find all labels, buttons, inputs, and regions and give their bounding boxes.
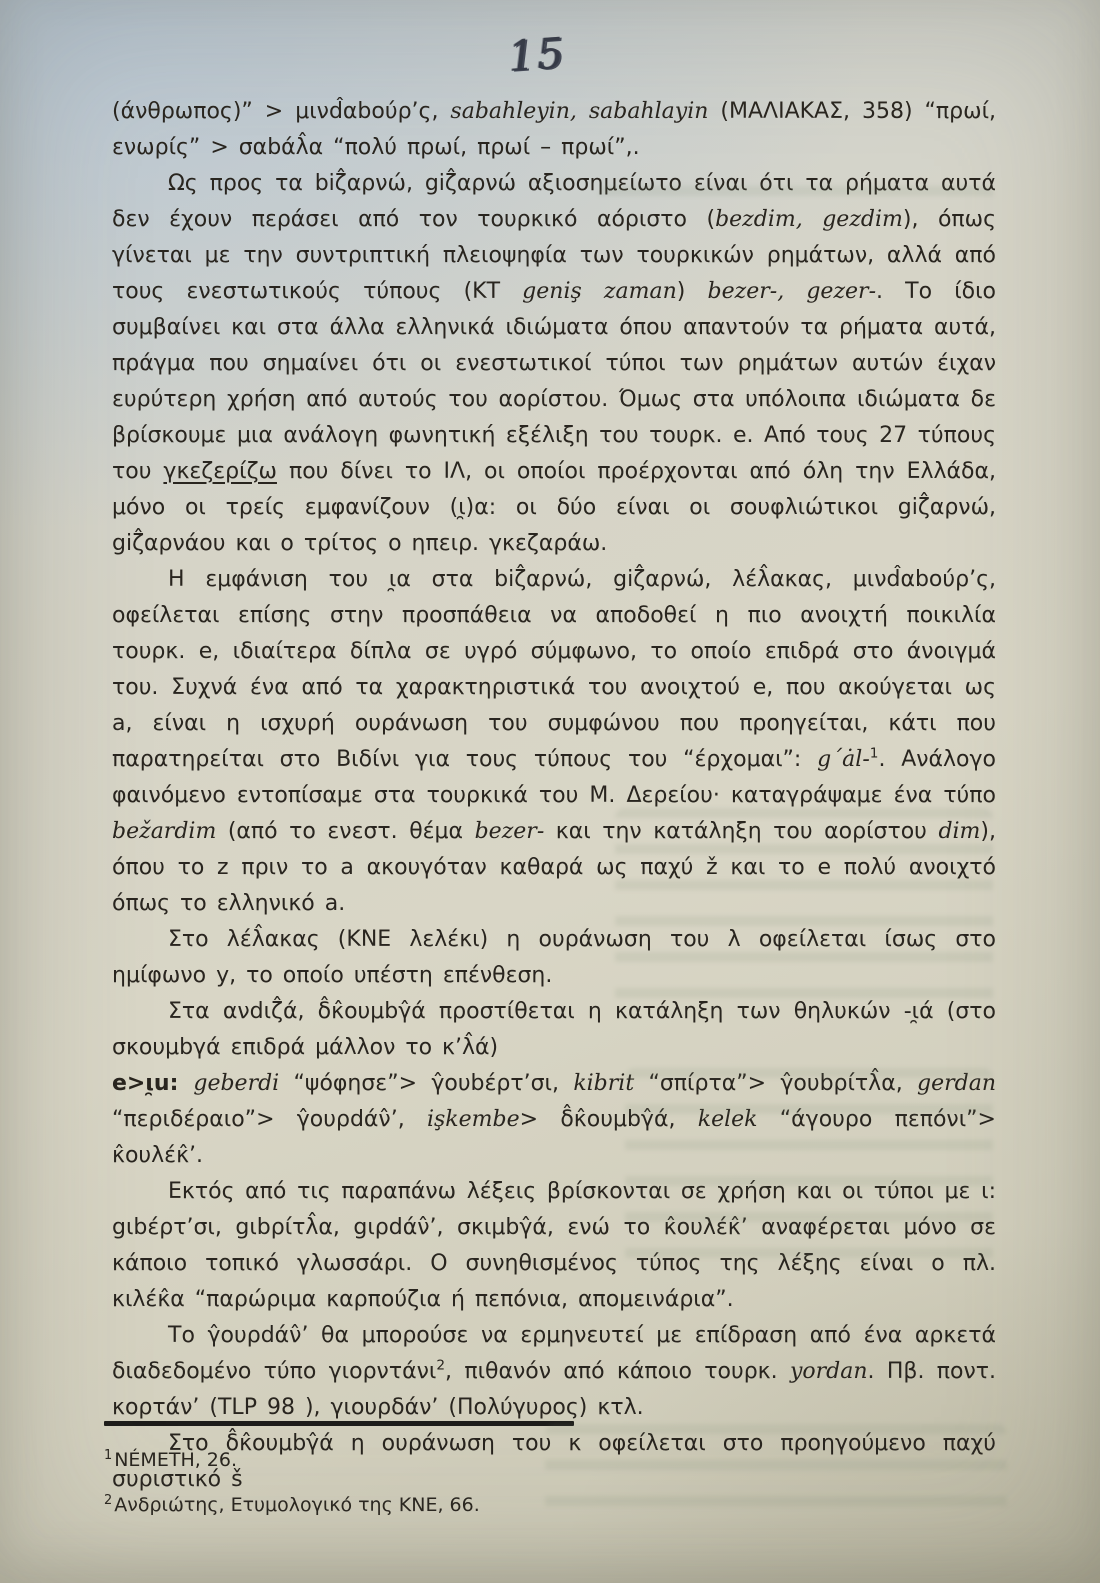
text-segment: Η εμφάνιση του ι̯α στα biζ̂αρνώ, giζ̂αρνώ, λέλ̂ακας, μινd̂αboύρ’ς, οφείλεται επίσης στην προσπάθεια να αποδοθεί η πιο ανοιχτή ποικιλία τουρκ. e, ιδιαίτερα δίπλα σε υγρό σύμφωνο, το οποίο επιδρά στο άνοιγμά του. Συχνά ένα από τα χαρακτηριστικά του ανοιχτού e, που ακούγεται ως a, είναι η ισχυρή ουράνωση του συμφώνου που προηγείται, κάτι που παρατηρείται στο Βιδίνι για τους τύπους του “έρχομαι”:: [112, 567, 996, 772]
text-segment: > δ̂κ̂ουμbγ̂ά,: [519, 1107, 698, 1132]
footnote-marker: 1: [104, 1447, 113, 1463]
text-segment: “σπίρτα”> γ̂ουbρίτλ̂α,: [634, 1071, 918, 1096]
text-block: [112, 94, 996, 1498]
footnote: [104, 1483, 964, 1528]
paragraph: [112, 562, 996, 922]
paragraph: [112, 994, 996, 1066]
page-number: 15: [506, 28, 568, 81]
text-segment: . Το ίδιο συμβαίνει και στα άλλα ελληνικά ιδιώματα όπου απαντούν τα ρήματα αυτά, πράγμα που σημαίνει ότι οι ενεστωτικοί τύποι των ρημάτων αυτών έιχαν ευρύτερη χρήση από αυτούς του αορίστου. Όμως στα υπόλοιπα ιδιώματα δε βρίσκουμε μια ανάλογη φωνητική εξέλιξη του τουρκ. e. Από τους 27 τύπους του: [112, 279, 997, 484]
text-segment: . Πβ. ποντ. κορτάν’ (TLP 98 ), γιουρδάν’ (Πολύγυρος) κτλ.: [112, 1359, 997, 1420]
text-segment: “ψόφησε”> γ̂ουbέρτ’σι,: [279, 1071, 574, 1096]
paragraph: [112, 1174, 996, 1318]
text-segment: και την κατάληξη του αορίστου: [544, 819, 939, 844]
text-segment: Στο δ̂κ̂ουμbγ̂ά η ουράνωση του κ οφείλεται στο προηγούμενο παχύ συριστικό š: [112, 1431, 996, 1492]
text-segment: Εκτός από τις παραπάνω λέξεις βρίσκονται σε χρήση και οι τύποι με ι: gιbέρτ’σι, gιbρίτλ̂α, gιρdάν̂’, σκιμbγ̂ά, ενώ το κ̂ουλέκ̂’ αναφέρεται μόνο σε κάποιο τοπικό γλωσσάρι. Ο συνηθισμένος τύπος της λέξης είναι ο πλ. κιλέκ̂α “παρώριμα καρπούζια ή πεπόνια, απομεινάρια”.: [112, 1179, 996, 1312]
footnote-rule: [104, 1421, 574, 1426]
paragraph: [112, 94, 996, 166]
text-segment: bezer-: [474, 819, 545, 844]
text-segment: ): [676, 279, 708, 304]
text-segment: geniş zaman: [522, 279, 677, 304]
paragraph: [112, 922, 996, 994]
footnote-text: NÉMETH, 26.: [114, 1449, 238, 1471]
text-segment: bezdim, gezdim: [715, 207, 903, 232]
text-segment: kelek: [697, 1107, 758, 1132]
text-segment: (άνθρωπος)” > μινd̂αboύρ’ς,: [112, 99, 451, 124]
text-segment: dim: [938, 819, 981, 844]
text-segment: “περιδέραιο”> γ̂ουρdάν̂’,: [112, 1107, 427, 1132]
text-segment: yordan: [789, 1359, 868, 1384]
footnote: [104, 1438, 964, 1483]
paragraph: [112, 166, 996, 562]
text-segment: (ΜΑΛΙΑΚΑΣ, 358) “πρωί, ενωρίς” > σαbάλ̂α “πολύ πρωί, πρωί – πρωί”,.: [112, 99, 997, 160]
text-segment: geberdi: [193, 1071, 280, 1096]
text-segment: ), όπως γίνεται με την συντριπτική πλειοψηφία των τουρκικών ρημάτων, αλλά από τους ενεστωτικούς τύπους (ΚΤ: [112, 207, 997, 304]
footnote-marker: 2: [104, 1492, 113, 1508]
footnote-text: Ανδριώτης, Ετυμολογικό της ΚΝΕ, 66.: [114, 1494, 480, 1516]
paragraph: [112, 1066, 996, 1174]
text-segment: Το γ̂ουρdάν̂’ θα μπορούσε να ερμηνευτεί με επίδραση από ένα αρκετά διαδεδομένο τύπο γιορντάνι: [112, 1323, 996, 1384]
text-segment: g´ȧl-: [817, 747, 870, 772]
text-segment: e>ι̯u:: [112, 1071, 194, 1096]
footnote-ref: 2: [436, 1357, 445, 1374]
text-segment: που δίνει το ΙΛ, οι οποίοι προέρχονται από όλη την Ελλάδα, μόνο οι τρείς εμφανίζουν (ι̯)α: οι δύο είναι οι σουφλιώτικοι giζ̂αρνώ, giζ̂αρνάου και ο τρίτος ο ηπειρ. γκεζαράω.: [112, 459, 996, 556]
text-segment: Στο λέλ̂ακας (ΚΝΕ λελέκι) η ουράνωση του λ οφείλεται ίσως στο ημίφωνο y, το οποίο υπέστη επένθεση.: [112, 927, 996, 988]
text-segment: Ως προς τα biζ̂αρνώ, giζ̂αρνώ αξιοσημείωτο είναι ότι τα ρήματα αυτά δεν έχουν περάσει από τον τουρκικό αόριστο (: [112, 171, 996, 232]
text-segment: gerdan: [917, 1071, 997, 1096]
text-segment: γκεζερίζω: [163, 459, 277, 484]
text-segment: işkembe: [426, 1107, 520, 1132]
text-segment: “άγουρο πεπόνι”> κ̂ουλέκ̂’.: [112, 1107, 996, 1168]
text-segment: bežardim: [112, 819, 217, 844]
text-segment: ), όπου το z πριν το a ακουγόταν καθαρά ως παχύ ž και το e πολύ ανοιχτό όπως το ελληνικό a.: [112, 819, 996, 916]
text-segment: Στα ανdιζ̂ά, δ̂κ̂ουμbγ̂ά προστίθεται η κατάληξη των θηλυκών -ι̯ά (στο σκουμbγά επιδρά μάλλον το κ’λ̂ά): [112, 999, 996, 1060]
text-segment: sabahleyin, sabahlayin: [450, 99, 709, 124]
text-segment: kibrit: [573, 1071, 635, 1096]
footnote-ref: 1: [869, 745, 879, 762]
paragraph: [112, 1318, 996, 1426]
text-segment: (από το ενεστ. θέμα: [216, 819, 475, 844]
text-segment: bezer-, gezer-: [707, 279, 877, 304]
text-segment: . Ανάλογο φαινόμενο εντοπίσαμε στα τουρκικά του Μ. Δερείου· καταγράψαμε ένα τύπο: [112, 747, 996, 808]
footnotes: [104, 1438, 964, 1528]
text-segment: , πιθανόν από κάποιο τουρκ.: [445, 1359, 790, 1384]
